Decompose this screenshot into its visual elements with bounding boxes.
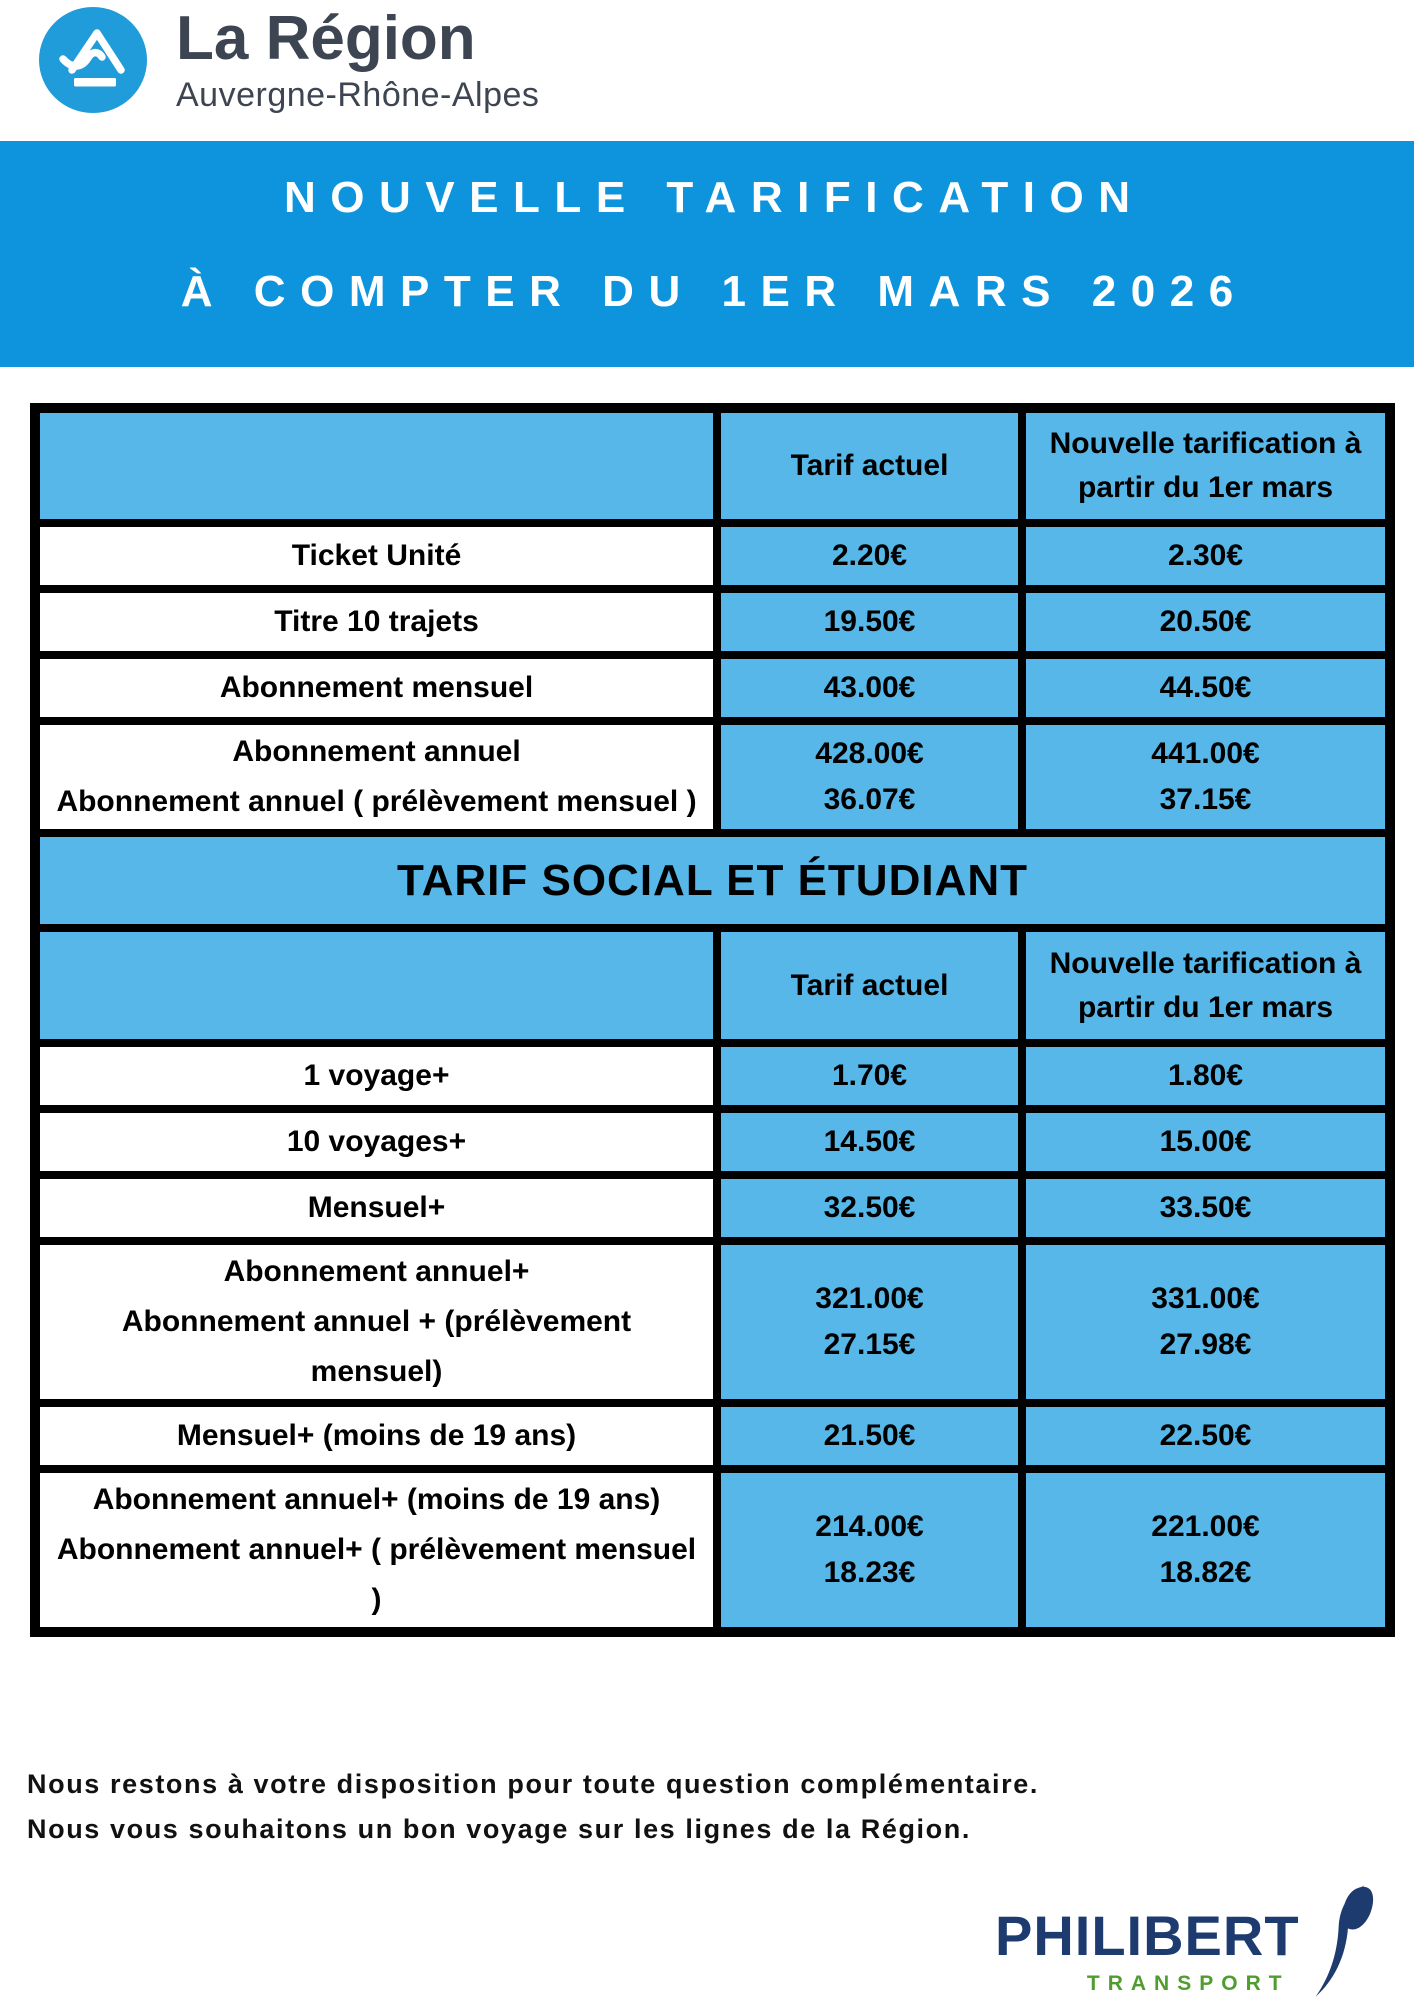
table-row	[35, 1241, 1390, 1403]
header-new-label-line1: Nouvelle tarification à	[1049, 427, 1362, 460]
mountain-icon	[36, 6, 150, 116]
current-price-cell: 43.00€	[717, 655, 1022, 721]
row-label-cell: Titre 10 trajets	[35, 589, 717, 655]
row-label-cell: Abonnement annuel+ Abonnement annuel + (prélèvement mensuel)	[35, 1241, 717, 1403]
row-label-cell: Abonnement annuel+ (moins de 19 ans) Abonnement annuel+ ( prélèvement mensuel )	[35, 1469, 717, 1632]
table-row	[35, 1403, 1390, 1469]
current-price-cell: 321.00€ 27.15€	[717, 1241, 1022, 1403]
title-banner	[0, 141, 1414, 367]
philibert-leaf-icon	[1302, 1882, 1380, 1998]
philibert-subtitle: TRANSPORT	[1086, 1972, 1290, 1995]
current-price-cell: 21.50€	[717, 1403, 1022, 1469]
new-price-cell: 2.30€	[1022, 523, 1390, 589]
header-new-cell	[1022, 408, 1390, 523]
header-new-label-line2: partir du 1er mars	[1077, 471, 1334, 504]
header-current-label: Tarif actuel	[790, 968, 949, 1002]
region-title: La Région	[176, 4, 476, 73]
table-row	[35, 589, 1390, 655]
table-header-row	[35, 928, 1390, 1043]
philibert-name: PHILIBERT	[995, 1904, 1300, 1967]
section-title: TARIF SOCIAL ET ÉTUDIANT	[35, 833, 1390, 928]
current-price-cell: 19.50€	[717, 589, 1022, 655]
current-price-cell: 1.70€	[717, 1043, 1022, 1109]
new-price-cell: 20.50€	[1022, 589, 1390, 655]
current-price-cell: 2.20€	[717, 523, 1022, 589]
table-row	[35, 721, 1390, 833]
row-label-cell: Abonnement annuel Abonnement annuel ( prélèvement mensuel )	[35, 721, 717, 833]
table-row	[35, 1469, 1390, 1632]
table-row	[35, 1043, 1390, 1109]
footer-note	[27, 1762, 1039, 1853]
row-label-cell: Ticket Unité	[35, 523, 717, 589]
footer-line-2: Nous vous souhaitons un bon voyage sur les lignes de la Région.	[27, 1814, 971, 1845]
fare-table	[30, 403, 1395, 1637]
header-new-cell	[1022, 928, 1390, 1043]
header-new-label-line1: Nouvelle tarification à	[1049, 946, 1362, 980]
new-price-cell: 22.50€	[1022, 1403, 1390, 1469]
new-price-cell: 33.50€	[1022, 1175, 1390, 1241]
current-price-cell: 32.50€	[717, 1175, 1022, 1241]
philibert-logo-text	[995, 1882, 1300, 1996]
current-price-cell: 428.00€ 36.07€	[717, 721, 1022, 833]
table-header-row	[35, 408, 1390, 523]
header-current-label: Tarif actuel	[790, 449, 949, 482]
new-price-cell: 331.00€ 27.98€	[1022, 1241, 1390, 1403]
table-row	[35, 655, 1390, 721]
row-label-cell: 10 voyages+	[35, 1109, 717, 1175]
header-empty-cell	[35, 928, 717, 1043]
header-empty-cell	[35, 408, 717, 523]
new-price-cell: 221.00€ 18.82€	[1022, 1469, 1390, 1632]
header-current-cell	[717, 408, 1022, 523]
philibert-logo	[995, 1882, 1380, 1998]
row-label-cell: Mensuel+	[35, 1175, 717, 1241]
current-price-cell: 214.00€ 18.23€	[717, 1469, 1022, 1632]
header-new-label-line2: partir du 1er mars	[1077, 990, 1334, 1024]
new-price-cell: 15.00€	[1022, 1109, 1390, 1175]
new-price-cell: 44.50€	[1022, 655, 1390, 721]
banner-line-2: À COMPTER DU 1ER MARS 2026	[180, 267, 1248, 316]
new-price-cell: 441.00€ 37.15€	[1022, 721, 1390, 833]
row-label-cell: Mensuel+ (moins de 19 ans)	[35, 1403, 717, 1469]
region-logo	[36, 6, 539, 116]
row-label-cell: Abonnement mensuel	[35, 655, 717, 721]
region-logo-text	[176, 6, 539, 115]
fare-table-wrap	[30, 403, 1395, 1637]
row-label-cell: 1 voyage+	[35, 1043, 717, 1109]
banner-line-1: NOUVELLE TARIFICATION	[283, 173, 1145, 222]
current-price-cell: 14.50€	[717, 1109, 1022, 1175]
table-row	[35, 523, 1390, 589]
table-row	[35, 1175, 1390, 1241]
region-subtitle: Auvergne-Rhône-Alpes	[176, 76, 540, 114]
section-title-row	[35, 833, 1390, 928]
table-row	[35, 1109, 1390, 1175]
footer-line-1: Nous restons à votre disposition pour toute question complémentaire.	[27, 1769, 1039, 1799]
new-price-cell: 1.80€	[1022, 1043, 1390, 1109]
header-current-cell	[717, 928, 1022, 1043]
